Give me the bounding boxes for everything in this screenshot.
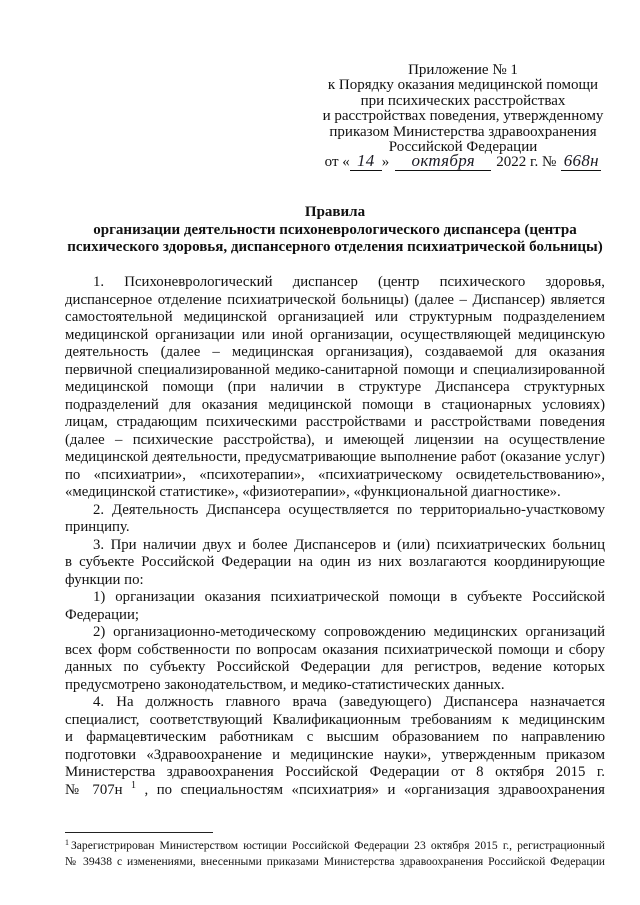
rules-subtitle-line: психического здоровья, диспансерного отделения психиатрической больницы) — [67, 239, 603, 255]
body-line: специалист, соответствующий Квалификационным требованиям к медицинским — [65, 711, 605, 728]
order-number-handwritten: 668н — [563, 151, 599, 171]
appendix-header-line: при психических расстройствах — [360, 92, 566, 109]
body-line: (далее – психические расстройства), и имеющей лицензии на осуществление — [65, 431, 605, 448]
body-line: деятельность (далее – медицинская организация), создаваемой для оказания — [65, 344, 605, 360]
order-month-handwritten: октября — [411, 151, 475, 171]
body-line: медицинской организации или иной организации, осуществляющей медицинскую — [65, 326, 605, 343]
rules-subtitle-line: организации деятельности психоневрологического диспансера (центра — [93, 221, 577, 238]
order-day-field — [350, 151, 382, 171]
order-date-line — [313, 151, 613, 171]
appendix-header — [313, 63, 613, 171]
body-line: по «психиатрии», «психотерапии», «психиатрическому освидетельствованию», — [65, 466, 605, 483]
body-line: принципу. — [65, 519, 130, 535]
body-line: лицам, страдающим психическими расстройствами и расстройствами поведения — [65, 414, 605, 430]
order-month-field — [395, 151, 491, 171]
appendix-number: Приложение № 1 — [408, 62, 518, 78]
footnote-reference: 1 — [131, 780, 137, 792]
body-line: и фармацевтическим работникам с высшим образованием по направлению — [65, 729, 605, 745]
rules-body — [65, 274, 605, 799]
body-line: в субъекте Российской Федерации на один из них возлагаются координирующие — [65, 554, 605, 570]
body-line: медицинской деятельности, предусматривающие выполнение работ (оказание услуг) — [65, 449, 605, 465]
appendix-header-line: и расстройствах поведения, утвержденному — [322, 108, 604, 125]
paragraph — [65, 274, 605, 502]
body-line: предусмотрено законодательством, и медико-статистических данных. — [65, 676, 505, 693]
body-line: диспансерное отделение психиатрической больницы) (далее – Диспансер) является — [65, 291, 605, 308]
appendix-header-line: приказом Министерства здравоохранения — [329, 123, 597, 140]
appendix-header-line: к Порядку оказания медицинской помощи — [327, 77, 599, 94]
paragraph — [65, 502, 605, 537]
paragraph — [65, 537, 605, 590]
body-line: данных по субъекту Российской Федерации для регистров, ведение которых — [65, 659, 605, 675]
footnote-line — [65, 838, 605, 854]
footnote-text: Зарегистрирован Министерством юстиции Российской Федерации 23 октября 2015 г., регистрационный — [70, 839, 605, 852]
body-line: подразделений для оказания медицинской помощи в стационарных условиях) — [65, 396, 605, 413]
paragraph — [65, 589, 605, 624]
paragraph — [65, 694, 605, 799]
footnote — [65, 838, 605, 870]
body-line: 4. На должность главного врача (заведующего) Диспансера назначается — [93, 694, 605, 710]
body-line: 3. При наличии двух и более Диспансеров и (или) психиатрических больниц — [93, 536, 605, 553]
body-text-fragment: , по специальностям «психиатрия» и «организация здравоохранения — [136, 781, 605, 798]
order-day-handwritten: 14 — [356, 151, 375, 171]
body-line: 2) организационно-методическому сопровождению медицинских организаций — [93, 624, 605, 640]
footnote-line: № 39438 с изменениями, внесенными приказами Министерства здравоохранения Российской Федерации — [65, 855, 605, 868]
paragraph — [65, 624, 605, 694]
body-line: медицинской помощи (при наличии в структуре Диспансера структурных — [65, 379, 605, 395]
body-line: «медицинской статистике», «физиотерапии», «функциональной диагностике». — [65, 484, 561, 500]
order-date-quote-close: » — [381, 154, 390, 171]
body-line: всех форм собственности по вопросам оказания психиатрической помощи и сбору — [65, 641, 605, 658]
body-line: 1. Психоневрологический диспансер (центр психического здоровья, — [93, 274, 605, 290]
body-line: подготовки «Здравоохранение и медицинские науки», утвержденным приказом — [65, 746, 605, 763]
body-line: первичной специализированной медико-санитарной помощи и специализированной — [65, 361, 605, 378]
appendix-header-line: Российской Федерации — [388, 139, 538, 156]
body-line — [65, 782, 605, 800]
footnote-separator — [65, 832, 213, 833]
body-line: самостоятельной медицинской организацией или структурным подразделением — [65, 309, 605, 325]
body-line: Федерации; — [65, 606, 139, 623]
body-line: 1) организации оказания психиатрической помощи в субъекте Российской — [93, 589, 605, 605]
order-date-prefix: от « — [324, 154, 350, 171]
rules-heading: Правила — [304, 204, 366, 220]
rules-title — [65, 204, 605, 257]
body-text-fragment: № 707н — [65, 781, 132, 798]
body-line: функции по: — [65, 571, 144, 588]
order-number-field — [561, 151, 601, 171]
body-line: Министерства здравоохранения Российской Федерации от 8 октября 2015 г. — [65, 764, 605, 780]
footnote-marker: 1 — [65, 838, 69, 848]
order-year-text: 2022 г. № — [496, 154, 557, 171]
body-line: 2. Деятельность Диспансера осуществляется по территориально-участковому — [93, 501, 605, 518]
